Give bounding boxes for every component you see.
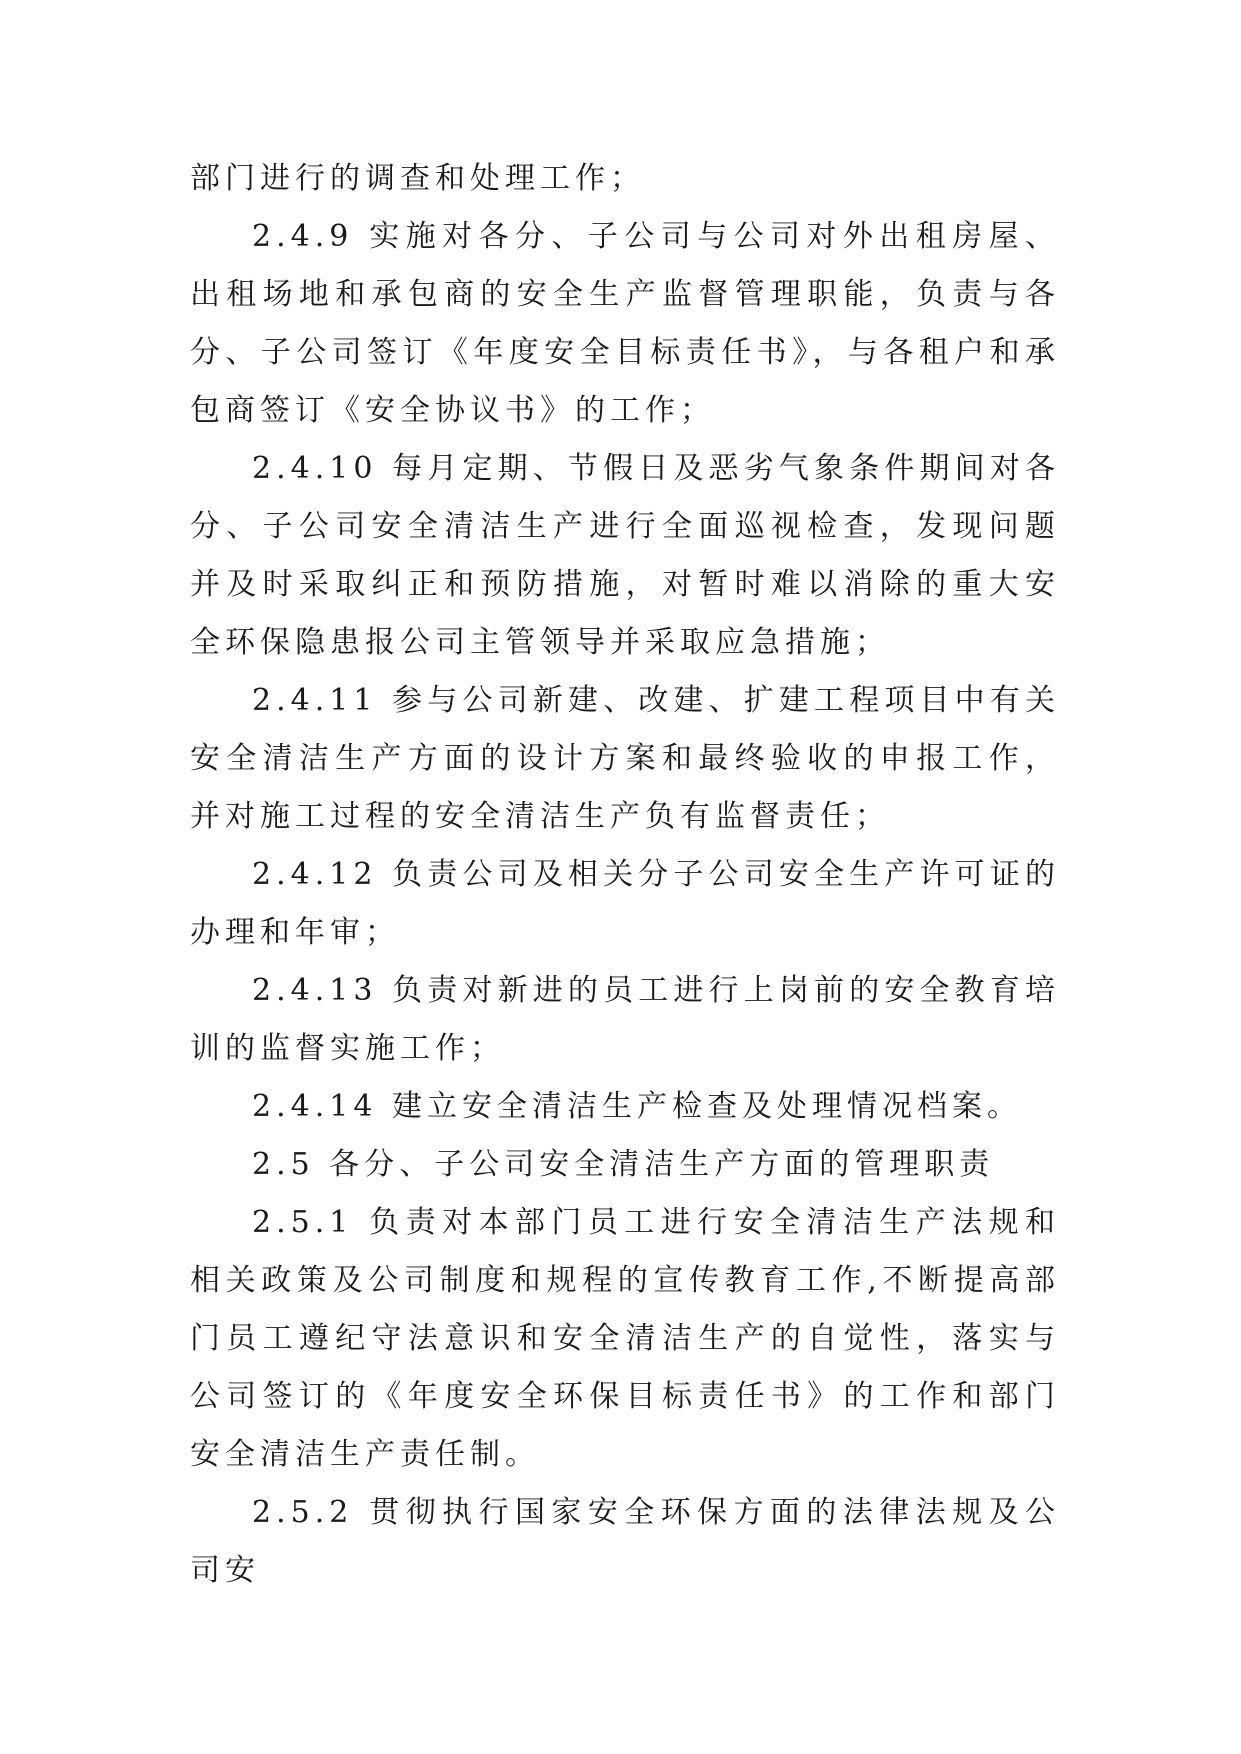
- paragraph-2-4-11: 2.4.11 参与公司新建、改建、扩建工程项目中有关安全清洁生产方面的设计方案和最终验收的申报工作，并对施工过程的安全清洁生产负有监督责任；: [190, 683, 1060, 834]
- paragraph-0: 部门进行的调查和处理工作；: [190, 161, 645, 196]
- paragraph-2-4-12: 2.4.12 负责公司及相关分子公司安全生产许可证的办理和年审；: [190, 857, 1060, 950]
- paragraph-2-4-14: 2.4.14 建立安全清洁生产检查及处理情况档案。: [252, 1089, 1022, 1124]
- paragraph-2-4-13: 2.4.13 负责对新进的员工进行上岗前的安全教育培训的监督实施工作；: [190, 973, 1060, 1066]
- document-body: [190, 150, 1060, 1600]
- paragraph-2-4-10: 2.4.10 每月定期、节假日及恶劣气象条件期间对各分、子公司安全清洁生产进行全面巡视检查，发现问题并及时采取纠正和预防措施，对暂时难以消除的重大安全环保隐患报公司主管领导并采取应急措施；: [190, 451, 1060, 660]
- section-heading-2-5: 2.5 各分、子公司安全清洁生产方面的管理职责: [252, 1147, 995, 1182]
- paragraph-2-4-9: 2.4.9 实施对各分、子公司与公司对外出租房屋、出租场地和承包商的安全生产监督管理职能，负责与各分、子公司签订《年度安全目标责任书》，与各租户和承包商签订《安全协议书》的工作；: [190, 219, 1060, 428]
- paragraph-2-5-1: 2.5.1 负责对本部门员工进行安全清洁生产法规和相关政策及公司制度和规程的宣传教育工作,不断提高部门员工遵纪守法意识和安全清洁生产的自觉性，落实与公司签订的《年度安全环保目标责任书》的工作和部门安全清洁生产责任制。: [190, 1205, 1060, 1472]
- paragraph-2-5-2: 2.5.2 贯彻执行国家安全环保方面的法律法规及公司安: [190, 1495, 1060, 1588]
